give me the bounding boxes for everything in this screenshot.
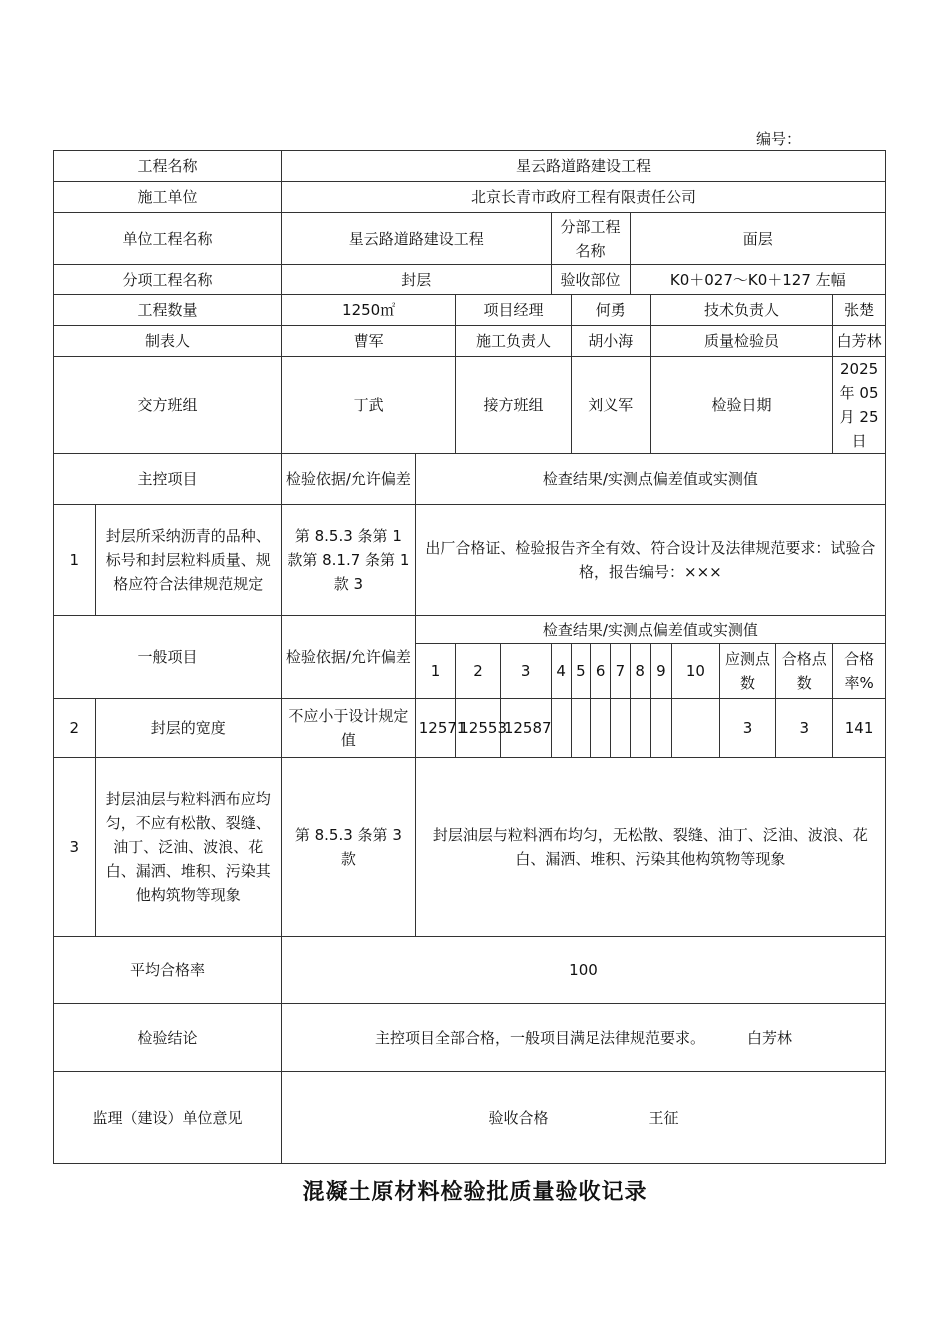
- contractor-value: 北京长青市政府工程有限责任公司: [281, 182, 885, 213]
- item3-description: 封层油层与粒料洒布应均匀，不应有松散、裂缝、油丁、泛油、波浪、花白、漏洒、堆积、污染其他构筑物等现象: [95, 758, 281, 937]
- conclusion-label: 检验结论: [54, 1004, 282, 1072]
- item2-description: 封层的宽度: [95, 699, 281, 758]
- quantity-label: 工程数量: [54, 295, 282, 326]
- point-label-9: 9: [650, 644, 671, 699]
- construction-lead-label: 施工负责人: [456, 326, 572, 357]
- item2-value-9: [650, 699, 671, 758]
- general-header: 一般项目: [54, 616, 282, 699]
- inspection-date-label: 检验日期: [650, 357, 832, 454]
- item2-number: 2: [54, 699, 96, 758]
- conclusion-text: 主控项目全部合格，一般项目满足法律规范要求。: [374, 1028, 705, 1047]
- item2-value-2: 12553: [456, 699, 501, 758]
- next-section-title: 混凝土原材料检验批质量验收记录: [302, 1180, 648, 1205]
- supervision-opinion: 验收合格: [488, 1108, 549, 1127]
- item-project-value: 封层: [281, 265, 551, 295]
- qc-value: 白芳林: [833, 326, 886, 357]
- unit-project-value: 星云路道路建设工程: [281, 213, 551, 265]
- unit-project-label: 单位工程名称: [54, 213, 282, 265]
- item2-value-5: [571, 699, 590, 758]
- item3-number: 3: [54, 758, 96, 937]
- supervision-label: 监理（建设）单位意见: [54, 1072, 282, 1164]
- item2-qualified: 3: [776, 699, 833, 758]
- qualified-points-header: 合格点数: [776, 644, 833, 699]
- item1-number: 1: [54, 505, 96, 616]
- preparer-value: 曹军: [281, 326, 455, 357]
- item1-basis: 第 8.5.3 条第 1 款第 8.1.7 条第 1 款 3: [281, 505, 415, 616]
- should-measure-header: 应测点数: [719, 644, 776, 699]
- main-result-header: 检查结果/实测点偏差值或实测值: [415, 454, 885, 505]
- main-control-header: 主控项目: [54, 454, 282, 505]
- construction-lead-value: 胡小海: [571, 326, 650, 357]
- supervision-signature: 王征: [648, 1108, 679, 1127]
- item1-result: 出厂合格证、检验报告齐全有效、符合设计及法律规范要求：试验合格，报告编号：×××: [415, 505, 885, 616]
- point-label-5: 5: [571, 644, 590, 699]
- general-result-header: 检查结果/实测点偏差值或实测值: [415, 616, 885, 644]
- main-basis-header: 检验依据/允许偏差: [281, 454, 415, 505]
- point-label-1: 1: [415, 644, 456, 699]
- item2-value-10: [672, 699, 720, 758]
- acceptance-record-table: [53, 150, 886, 1164]
- acceptance-part-label: 验收部位: [551, 265, 630, 295]
- avg-rate-label: 平均合格率: [54, 937, 282, 1004]
- project-name-value: 星云路道路建设工程: [281, 151, 885, 182]
- handover-team-value: 丁武: [281, 357, 455, 454]
- serial-number-label: 编号：: [756, 130, 802, 148]
- sub-project-value: 面层: [630, 213, 885, 265]
- item2-value-8: [630, 699, 650, 758]
- inspection-date-value: 2025 年 05 月 25 日: [833, 357, 886, 454]
- pm-label: 项目经理: [456, 295, 572, 326]
- avg-rate-value: 100: [281, 937, 885, 1004]
- handover-team-label: 交方班组: [54, 357, 282, 454]
- pass-rate-header: 合格率%: [833, 644, 886, 699]
- quantity-value: 1250㎡: [281, 295, 455, 326]
- item1-description: 封层所采纳沥青的品种、标号和封层粒料质量、规格应符合法律规范规定: [95, 505, 281, 616]
- receiving-team-value: 刘义军: [571, 357, 650, 454]
- item-project-label: 分项工程名称: [54, 265, 282, 295]
- item2-value-1: 12571: [415, 699, 456, 758]
- project-name-label: 工程名称: [54, 151, 282, 182]
- supervision-cell: [281, 1072, 885, 1164]
- conclusion-signature: 白芳林: [746, 1028, 792, 1047]
- item3-basis: 第 8.5.3 条第 3 款: [281, 758, 415, 937]
- point-label-7: 7: [611, 644, 630, 699]
- point-label-8: 8: [630, 644, 650, 699]
- item2-value-3: 12587: [500, 699, 551, 758]
- point-label-6: 6: [591, 644, 611, 699]
- item2-value-6: [591, 699, 611, 758]
- receiving-team-label: 接方班组: [456, 357, 572, 454]
- acceptance-part-value: K0＋027～K0＋127 左幅: [630, 265, 885, 295]
- tech-lead-value: 张楚: [833, 295, 886, 326]
- sub-project-label: 分部工程名称: [551, 213, 630, 265]
- item3-result: 封层油层与粒料洒布均匀，无松散、裂缝、油丁、泛油、波浪、花白、漏洒、堆积、污染其他构筑物等现象: [415, 758, 885, 937]
- item2-rate: 141: [833, 699, 886, 758]
- tech-lead-label: 技术负责人: [650, 295, 832, 326]
- general-basis-header: 检验依据/允许偏差: [281, 616, 415, 699]
- contractor-label: 施工单位: [54, 182, 282, 213]
- point-label-4: 4: [551, 644, 571, 699]
- pm-value: 何勇: [571, 295, 650, 326]
- qc-label: 质量检验员: [650, 326, 832, 357]
- point-label-3: 3: [500, 644, 551, 699]
- point-label-10: 10: [672, 644, 720, 699]
- item2-value-4: [551, 699, 571, 758]
- preparer-label: 制表人: [54, 326, 282, 357]
- item2-basis: 不应小于设计规定值: [281, 699, 415, 758]
- conclusion-cell: [281, 1004, 885, 1072]
- point-label-2: 2: [456, 644, 501, 699]
- item2-value-7: [611, 699, 630, 758]
- item2-should-measure: 3: [719, 699, 776, 758]
